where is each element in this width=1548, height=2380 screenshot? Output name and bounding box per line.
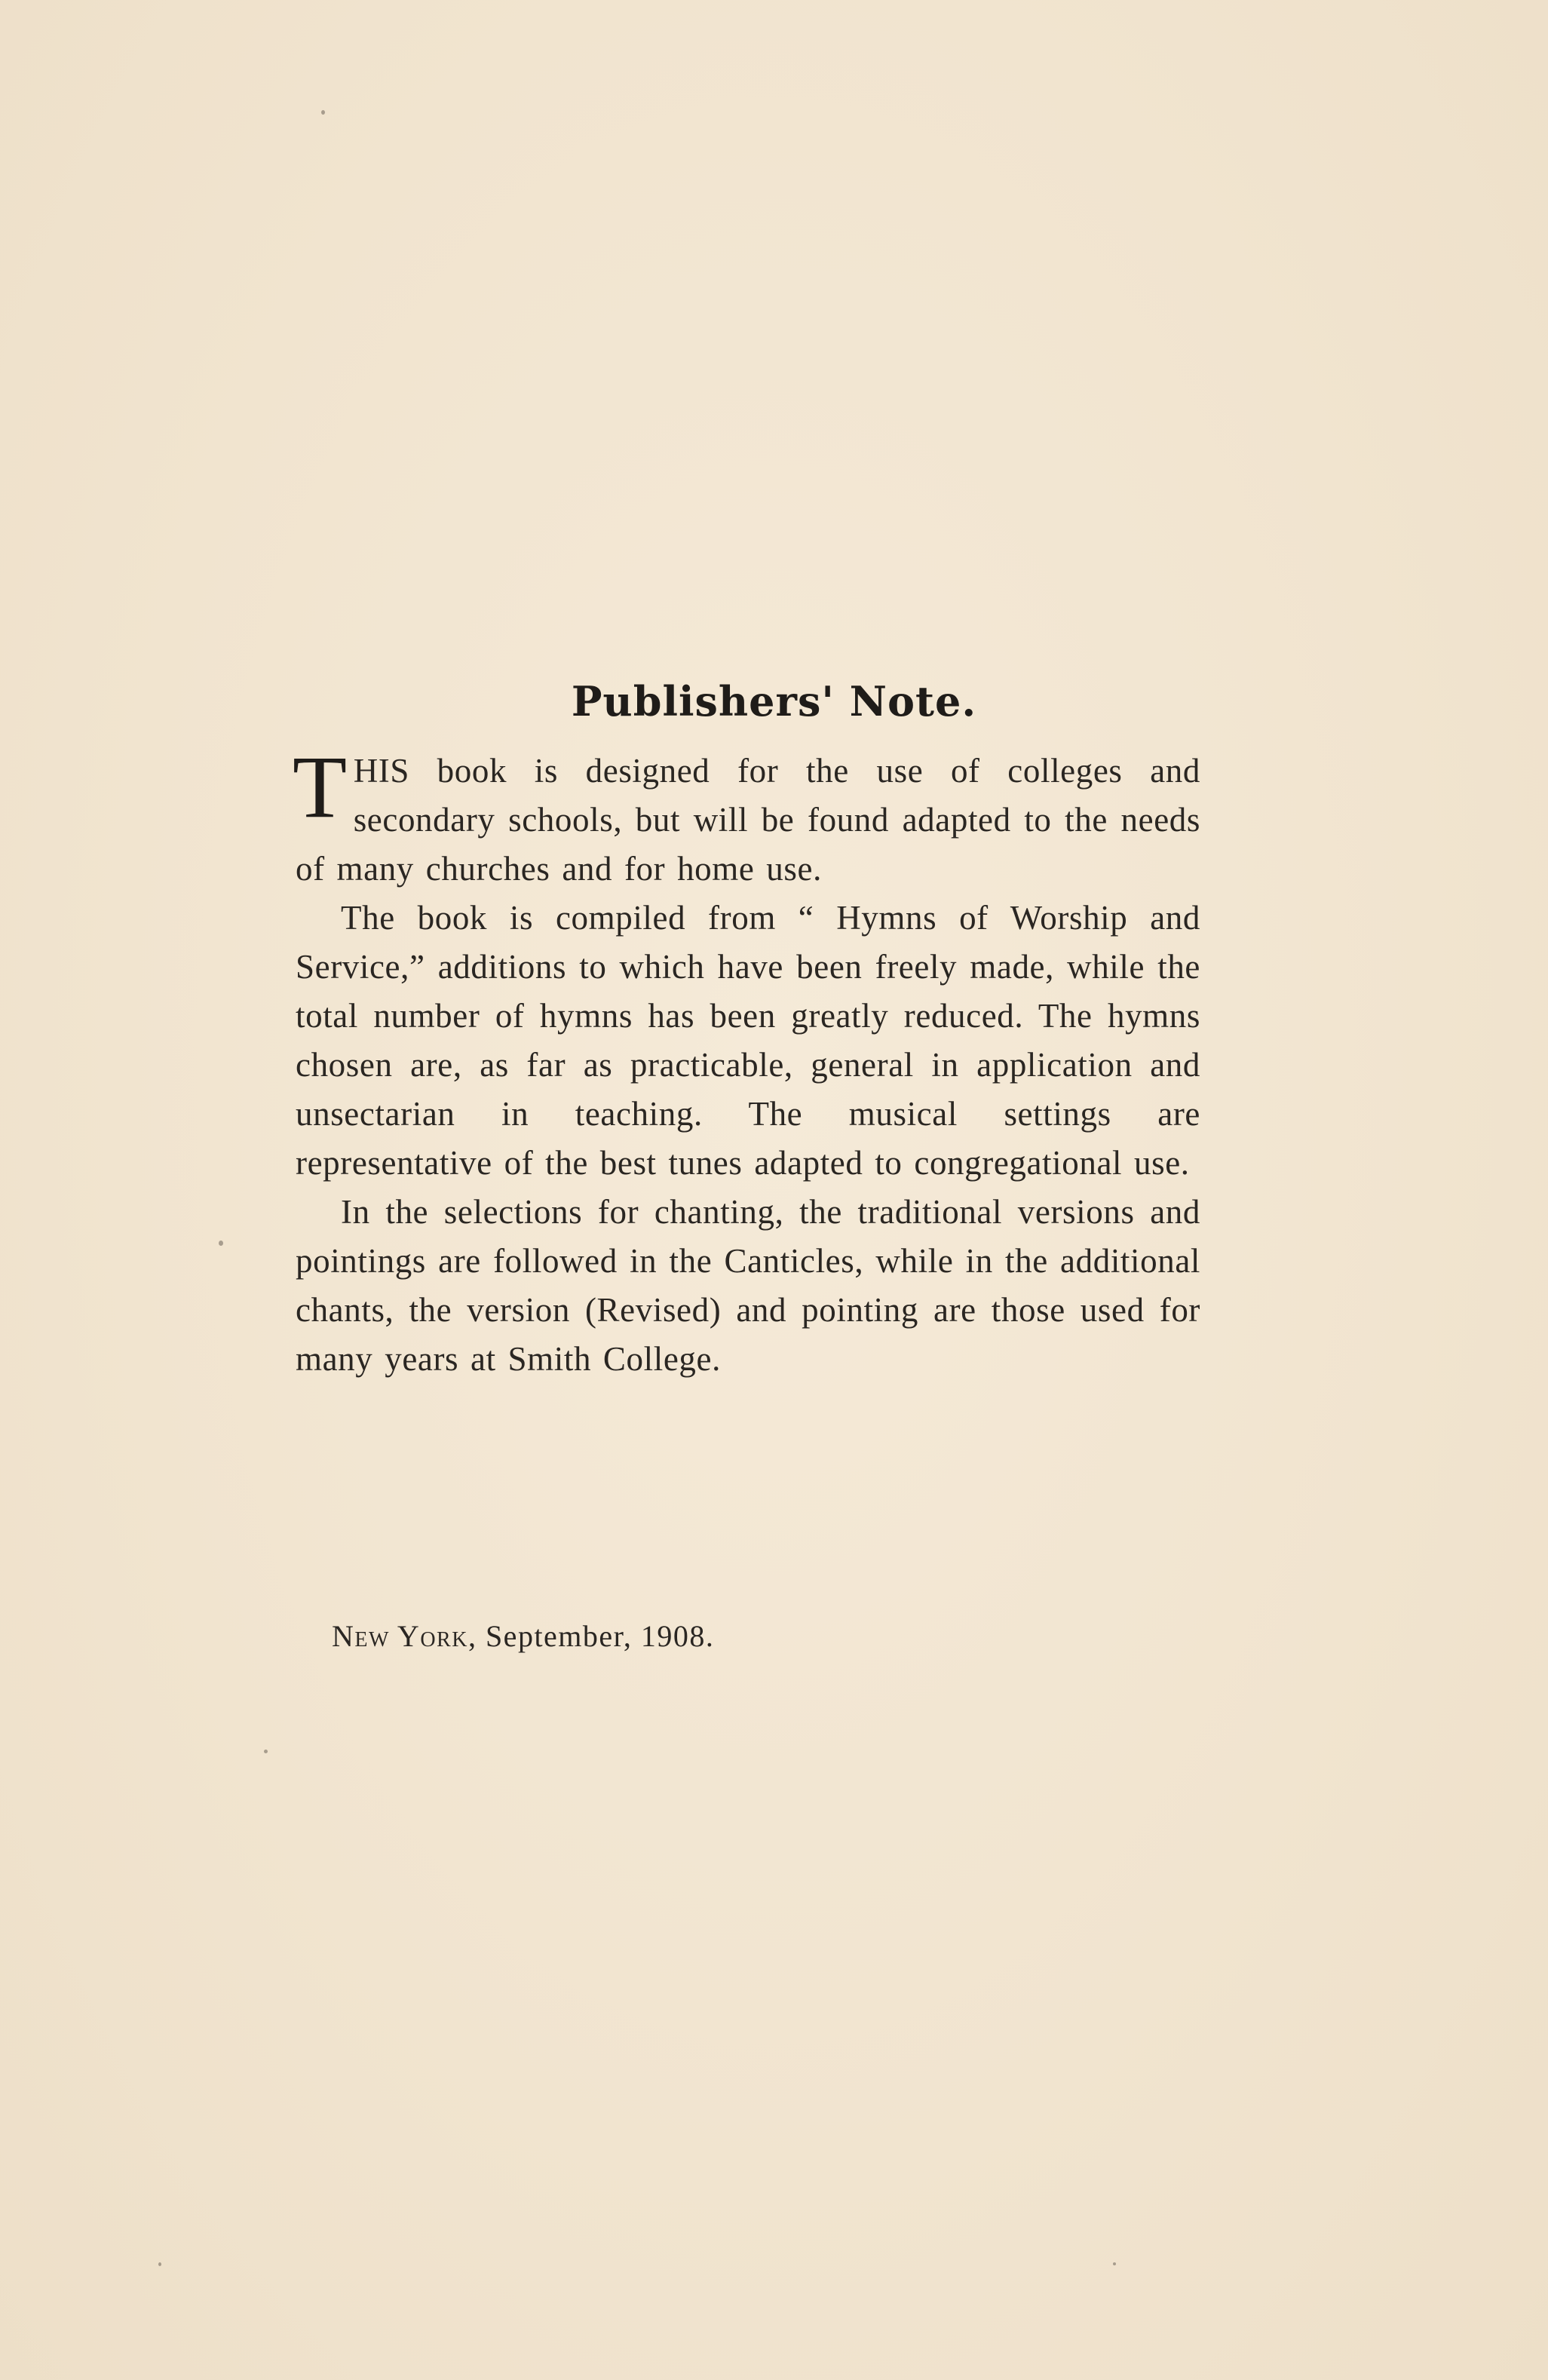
paragraph-1 <box>293 738 1200 894</box>
paragraph-3: In the selections for chanting, the traditional versions and pointings are followed in the Canticles, while in the additional chants, the version (Revised) and pointing are those used for many years at Smith College. <box>296 1193 1200 1378</box>
page-title: Publishers' Note. <box>571 677 977 726</box>
drop-cap: T <box>293 738 348 836</box>
paper-speck <box>321 110 325 115</box>
paper-speck <box>219 1241 223 1246</box>
paragraph-2: The book is compiled from “ Hymns of Worship and Service,” additions to which have been freely made, while the total number of hymns has been greatly reduced. The hymns chosen are, as far as practicable, general in application and unsectarian in teaching. The musical settings are representative of the best tunes adapted to congregational use. <box>296 899 1200 1182</box>
dateline-date: September, 1908. <box>485 1619 715 1653</box>
dateline <box>332 1618 714 1654</box>
dateline-place: New York, <box>332 1619 477 1653</box>
paper-speck <box>158 2262 161 2266</box>
paper-speck <box>1113 2262 1116 2265</box>
paper-speck <box>264 1750 268 1753</box>
paragraph-1-text: HIS book is designed for the use of colleges and secondary schools, but will be found adapted to the needs of many churches and for home use. <box>296 752 1200 888</box>
note-body <box>293 738 1200 1384</box>
